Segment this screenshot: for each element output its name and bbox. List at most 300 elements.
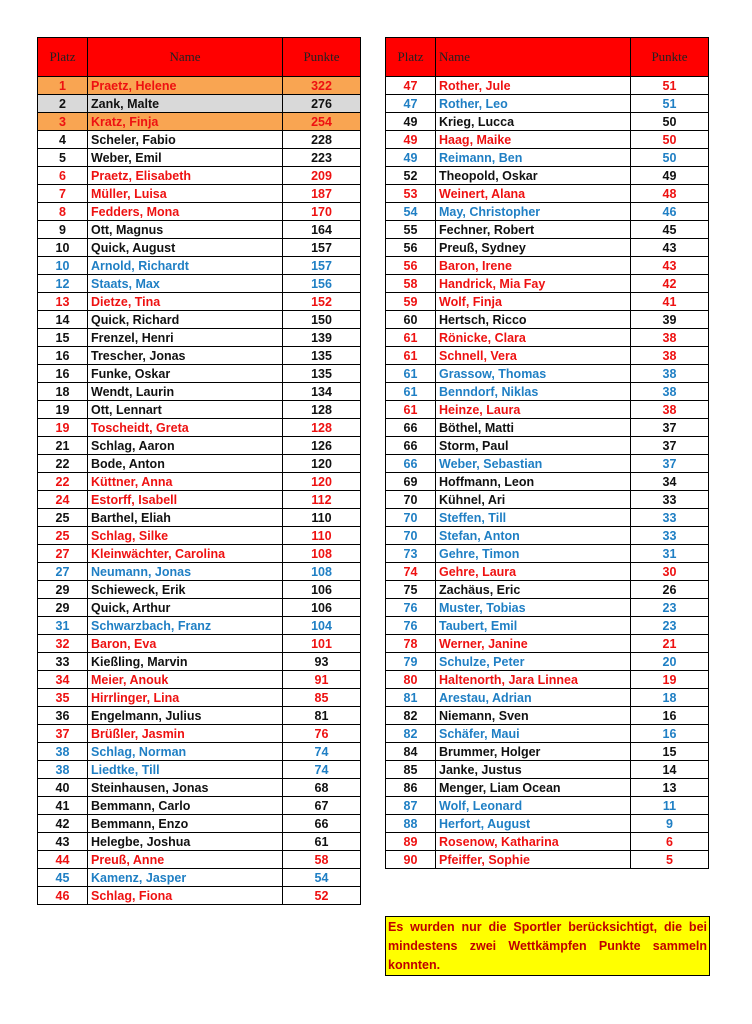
- table-row: [386, 437, 709, 455]
- name-cell: Preuß, Anne: [88, 851, 283, 869]
- rank-cell: 3: [38, 113, 88, 131]
- table-row: [386, 581, 709, 599]
- rank-cell: 7: [38, 185, 88, 203]
- rank-cell: 1: [38, 77, 88, 95]
- table-row: [386, 617, 709, 635]
- points-cell: 41: [631, 293, 709, 311]
- rank-cell: 70: [386, 527, 436, 545]
- rank-cell: 31: [38, 617, 88, 635]
- table-row: [386, 95, 709, 113]
- name-cell: Weinert, Alana: [436, 185, 631, 203]
- name-cell: Storm, Paul: [436, 437, 631, 455]
- rank-cell: 56: [386, 257, 436, 275]
- rank-cell: 60: [386, 311, 436, 329]
- name-cell: Menger, Liam Ocean: [436, 779, 631, 797]
- header-row: [386, 38, 709, 77]
- name-cell: Weber, Sebastian: [436, 455, 631, 473]
- table-row: [38, 329, 361, 347]
- points-cell: 16: [631, 707, 709, 725]
- name-cell: Schlag, Fiona: [88, 887, 283, 905]
- name-cell: Grassow, Thomas: [436, 365, 631, 383]
- table-row: [38, 293, 361, 311]
- points-cell: 135: [283, 347, 361, 365]
- rank-cell: 82: [386, 725, 436, 743]
- points-cell: 150: [283, 311, 361, 329]
- table-row: [38, 257, 361, 275]
- table-row: [38, 887, 361, 905]
- rank-cell: 86: [386, 779, 436, 797]
- name-cell: Preuß, Sydney: [436, 239, 631, 257]
- points-cell: 43: [631, 239, 709, 257]
- rank-cell: 16: [38, 365, 88, 383]
- rank-cell: 10: [38, 239, 88, 257]
- rank-cell: 27: [38, 545, 88, 563]
- name-cell: Steinhausen, Jonas: [88, 779, 283, 797]
- table-row: [38, 167, 361, 185]
- table-row: [386, 185, 709, 203]
- rank-cell: 90: [386, 851, 436, 869]
- name-cell: Staats, Max: [88, 275, 283, 293]
- name-cell: Schnell, Vera: [436, 347, 631, 365]
- name-cell: Baron, Irene: [436, 257, 631, 275]
- rank-cell: 76: [386, 617, 436, 635]
- name-cell: Heinze, Laura: [436, 401, 631, 419]
- table-row: [38, 203, 361, 221]
- rank-cell: 18: [38, 383, 88, 401]
- name-cell: Gehre, Laura: [436, 563, 631, 581]
- name-cell: Zank, Malte: [88, 95, 283, 113]
- name-cell: Frenzel, Henri: [88, 329, 283, 347]
- name-cell: Werner, Janine: [436, 635, 631, 653]
- name-cell: Praetz, Helene: [88, 77, 283, 95]
- table-row: [38, 401, 361, 419]
- name-cell: Scheler, Fabio: [88, 131, 283, 149]
- table-row: [386, 635, 709, 653]
- rank-cell: 88: [386, 815, 436, 833]
- name-cell: Rother, Jule: [436, 77, 631, 95]
- name-cell: Barthel, Eliah: [88, 509, 283, 527]
- rank-cell: 40: [38, 779, 88, 797]
- rank-cell: 70: [386, 509, 436, 527]
- rank-cell: 2: [38, 95, 88, 113]
- name-cell: Haltenorth, Jara Linnea: [436, 671, 631, 689]
- header-punkte: Punkte: [283, 38, 361, 77]
- points-cell: 46: [631, 203, 709, 221]
- name-cell: Funke, Oskar: [88, 365, 283, 383]
- ranking-table-right: [385, 37, 709, 869]
- points-cell: 254: [283, 113, 361, 131]
- table-row: [386, 131, 709, 149]
- points-cell: 16: [631, 725, 709, 743]
- name-cell: Toscheidt, Greta: [88, 419, 283, 437]
- points-cell: 37: [631, 419, 709, 437]
- points-cell: 135: [283, 365, 361, 383]
- rank-cell: 81: [386, 689, 436, 707]
- rank-cell: 35: [38, 689, 88, 707]
- name-cell: Haag, Maike: [436, 131, 631, 149]
- points-cell: 34: [631, 473, 709, 491]
- name-cell: Wolf, Leonard: [436, 797, 631, 815]
- points-cell: 152: [283, 293, 361, 311]
- points-cell: 58: [283, 851, 361, 869]
- table-row: [386, 671, 709, 689]
- points-cell: 15: [631, 743, 709, 761]
- table-row: [386, 797, 709, 815]
- table-row: [38, 599, 361, 617]
- rank-cell: 61: [386, 401, 436, 419]
- rank-cell: 27: [38, 563, 88, 581]
- points-cell: 11: [631, 797, 709, 815]
- points-cell: 209: [283, 167, 361, 185]
- name-cell: Quick, Richard: [88, 311, 283, 329]
- points-cell: 6: [631, 833, 709, 851]
- name-cell: Pfeiffer, Sophie: [436, 851, 631, 869]
- table-row: [38, 743, 361, 761]
- name-cell: Kamenz, Jasper: [88, 869, 283, 887]
- table-row: [38, 653, 361, 671]
- ranking-table-left: [37, 37, 361, 905]
- table-row: [38, 95, 361, 113]
- table-row: [38, 185, 361, 203]
- rank-cell: 16: [38, 347, 88, 365]
- points-cell: 110: [283, 509, 361, 527]
- name-cell: Schlag, Norman: [88, 743, 283, 761]
- table-row: [386, 545, 709, 563]
- name-cell: Schieweck, Erik: [88, 581, 283, 599]
- name-cell: Kühnel, Ari: [436, 491, 631, 509]
- name-cell: Helegbe, Joshua: [88, 833, 283, 851]
- name-cell: Trescher, Jonas: [88, 347, 283, 365]
- name-cell: Taubert, Emil: [436, 617, 631, 635]
- name-cell: Brummer, Holger: [436, 743, 631, 761]
- rank-cell: 89: [386, 833, 436, 851]
- rank-cell: 10: [38, 257, 88, 275]
- name-cell: Stefan, Anton: [436, 527, 631, 545]
- rank-cell: 4: [38, 131, 88, 149]
- name-cell: Weber, Emil: [88, 149, 283, 167]
- rank-cell: 61: [386, 329, 436, 347]
- name-cell: Theopold, Oskar: [436, 167, 631, 185]
- rank-cell: 56: [386, 239, 436, 257]
- rank-cell: 29: [38, 581, 88, 599]
- rank-cell: 33: [38, 653, 88, 671]
- table-row: [386, 725, 709, 743]
- rank-cell: 55: [386, 221, 436, 239]
- points-cell: 76: [283, 725, 361, 743]
- rank-cell: 15: [38, 329, 88, 347]
- table-row: [38, 347, 361, 365]
- points-cell: 126: [283, 437, 361, 455]
- table-row: [386, 275, 709, 293]
- points-cell: 120: [283, 455, 361, 473]
- table-row: [38, 149, 361, 167]
- table-row: [38, 419, 361, 437]
- points-cell: 33: [631, 509, 709, 527]
- name-cell: Bemmann, Enzo: [88, 815, 283, 833]
- table-row: [38, 761, 361, 779]
- table-row: [38, 491, 361, 509]
- table-row: [38, 797, 361, 815]
- name-cell: Meier, Anouk: [88, 671, 283, 689]
- points-cell: 20: [631, 653, 709, 671]
- rank-cell: 82: [386, 707, 436, 725]
- table-row: [386, 113, 709, 131]
- table-row: [38, 77, 361, 95]
- table-row: [386, 347, 709, 365]
- name-cell: May, Christopher: [436, 203, 631, 221]
- table-row: [386, 779, 709, 797]
- points-cell: 13: [631, 779, 709, 797]
- table-row: [38, 221, 361, 239]
- header-row: [38, 38, 361, 77]
- table-row: [38, 239, 361, 257]
- rank-cell: 61: [386, 365, 436, 383]
- name-cell: Steffen, Till: [436, 509, 631, 527]
- rank-cell: 85: [386, 761, 436, 779]
- table-row: [38, 473, 361, 491]
- rank-cell: 9: [38, 221, 88, 239]
- rank-cell: 6: [38, 167, 88, 185]
- header-name: Name: [88, 38, 283, 77]
- table-row: [38, 275, 361, 293]
- table-row: [386, 851, 709, 869]
- name-cell: Liedtke, Till: [88, 761, 283, 779]
- points-cell: 157: [283, 257, 361, 275]
- name-cell: Müller, Luisa: [88, 185, 283, 203]
- name-cell: Handrick, Mia Fay: [436, 275, 631, 293]
- table-row: [386, 599, 709, 617]
- rank-cell: 46: [38, 887, 88, 905]
- points-cell: 23: [631, 617, 709, 635]
- points-cell: 139: [283, 329, 361, 347]
- name-cell: Rother, Leo: [436, 95, 631, 113]
- header-platz: Platz: [38, 38, 88, 77]
- table-row: [38, 113, 361, 131]
- header-name: Name: [436, 38, 631, 77]
- points-cell: 9: [631, 815, 709, 833]
- rank-cell: 87: [386, 797, 436, 815]
- name-cell: Engelmann, Julius: [88, 707, 283, 725]
- points-cell: 108: [283, 563, 361, 581]
- name-cell: Kratz, Finja: [88, 113, 283, 131]
- table-row: [386, 473, 709, 491]
- rank-cell: 73: [386, 545, 436, 563]
- points-cell: 67: [283, 797, 361, 815]
- name-cell: Quick, August: [88, 239, 283, 257]
- rank-cell: 80: [386, 671, 436, 689]
- rank-cell: 34: [38, 671, 88, 689]
- table-row: [38, 707, 361, 725]
- rank-cell: 12: [38, 275, 88, 293]
- points-cell: 108: [283, 545, 361, 563]
- rank-cell: 66: [386, 455, 436, 473]
- rank-cell: 53: [386, 185, 436, 203]
- points-cell: 18: [631, 689, 709, 707]
- rank-cell: 66: [386, 437, 436, 455]
- points-cell: 112: [283, 491, 361, 509]
- points-cell: 106: [283, 581, 361, 599]
- points-cell: 21: [631, 635, 709, 653]
- table-row: [386, 833, 709, 851]
- table-row: [386, 455, 709, 473]
- rank-cell: 61: [386, 347, 436, 365]
- rank-cell: 38: [38, 761, 88, 779]
- table-row: [386, 401, 709, 419]
- name-cell: Bemmann, Carlo: [88, 797, 283, 815]
- rank-cell: 69: [386, 473, 436, 491]
- table-row: [38, 635, 361, 653]
- rank-cell: 5: [38, 149, 88, 167]
- name-cell: Bode, Anton: [88, 455, 283, 473]
- points-cell: 50: [631, 149, 709, 167]
- points-cell: 74: [283, 761, 361, 779]
- rank-cell: 8: [38, 203, 88, 221]
- points-cell: 39: [631, 311, 709, 329]
- table-row: [38, 545, 361, 563]
- name-cell: Benndorf, Niklas: [436, 383, 631, 401]
- points-cell: 51: [631, 77, 709, 95]
- rank-cell: 41: [38, 797, 88, 815]
- points-cell: 42: [631, 275, 709, 293]
- name-cell: Hoffmann, Leon: [436, 473, 631, 491]
- table-row: [38, 455, 361, 473]
- rank-cell: 29: [38, 599, 88, 617]
- name-cell: Brüßler, Jasmin: [88, 725, 283, 743]
- rank-cell: 13: [38, 293, 88, 311]
- rank-cell: 52: [386, 167, 436, 185]
- points-cell: 5: [631, 851, 709, 869]
- name-cell: Schulze, Peter: [436, 653, 631, 671]
- name-cell: Arestau, Adrian: [436, 689, 631, 707]
- rank-cell: 75: [386, 581, 436, 599]
- points-cell: 134: [283, 383, 361, 401]
- rank-cell: 76: [386, 599, 436, 617]
- table-row: [386, 221, 709, 239]
- rank-cell: 25: [38, 527, 88, 545]
- table-row: [386, 167, 709, 185]
- points-cell: 23: [631, 599, 709, 617]
- rank-cell: 66: [386, 419, 436, 437]
- points-cell: 38: [631, 329, 709, 347]
- points-cell: 101: [283, 635, 361, 653]
- table-row: [386, 689, 709, 707]
- rank-cell: 59: [386, 293, 436, 311]
- rank-cell: 24: [38, 491, 88, 509]
- rank-cell: 54: [386, 203, 436, 221]
- name-cell: Baron, Eva: [88, 635, 283, 653]
- name-cell: Gehre, Timon: [436, 545, 631, 563]
- rank-cell: 21: [38, 437, 88, 455]
- name-cell: Hirrlinger, Lina: [88, 689, 283, 707]
- table-row: [386, 815, 709, 833]
- name-cell: Krieg, Lucca: [436, 113, 631, 131]
- rank-cell: 42: [38, 815, 88, 833]
- name-cell: Herfort, August: [436, 815, 631, 833]
- table-row: [38, 671, 361, 689]
- points-cell: 43: [631, 257, 709, 275]
- table-row: [386, 509, 709, 527]
- points-cell: 228: [283, 131, 361, 149]
- table-row: [386, 203, 709, 221]
- rank-cell: 19: [38, 419, 88, 437]
- points-cell: 276: [283, 95, 361, 113]
- rank-cell: 22: [38, 473, 88, 491]
- table-row: [38, 815, 361, 833]
- table-row: [386, 383, 709, 401]
- points-cell: 81: [283, 707, 361, 725]
- points-cell: 61: [283, 833, 361, 851]
- name-cell: Muster, Tobias: [436, 599, 631, 617]
- table-row: [386, 527, 709, 545]
- rank-cell: 47: [386, 95, 436, 113]
- points-cell: 91: [283, 671, 361, 689]
- name-cell: Kießling, Marvin: [88, 653, 283, 671]
- name-cell: Estorff, Isabell: [88, 491, 283, 509]
- name-cell: Fedders, Mona: [88, 203, 283, 221]
- table-row: [38, 563, 361, 581]
- points-cell: 31: [631, 545, 709, 563]
- name-cell: Böthel, Matti: [436, 419, 631, 437]
- name-cell: Arnold, Richardt: [88, 257, 283, 275]
- name-cell: Hertsch, Ricco: [436, 311, 631, 329]
- header-punkte: Punkte: [631, 38, 709, 77]
- rank-cell: 78: [386, 635, 436, 653]
- table-row: [386, 563, 709, 581]
- name-cell: Niemann, Sven: [436, 707, 631, 725]
- points-cell: 37: [631, 437, 709, 455]
- name-cell: Wendt, Laurin: [88, 383, 283, 401]
- table-row: [386, 653, 709, 671]
- points-cell: 187: [283, 185, 361, 203]
- points-cell: 54: [283, 869, 361, 887]
- name-cell: Kleinwächter, Carolina: [88, 545, 283, 563]
- points-cell: 38: [631, 383, 709, 401]
- table-row: [38, 437, 361, 455]
- table-row: [386, 77, 709, 95]
- name-cell: Zachäus, Eric: [436, 581, 631, 599]
- name-cell: Quick, Arthur: [88, 599, 283, 617]
- points-cell: 110: [283, 527, 361, 545]
- table-row: [38, 869, 361, 887]
- rank-cell: 37: [38, 725, 88, 743]
- table-row: [386, 149, 709, 167]
- points-cell: 51: [631, 95, 709, 113]
- points-cell: 48: [631, 185, 709, 203]
- rank-cell: 49: [386, 131, 436, 149]
- name-cell: Dietze, Tina: [88, 293, 283, 311]
- name-cell: Praetz, Elisabeth: [88, 167, 283, 185]
- name-cell: Küttner, Anna: [88, 473, 283, 491]
- table-row: [38, 365, 361, 383]
- points-cell: 128: [283, 401, 361, 419]
- name-cell: Neumann, Jonas: [88, 563, 283, 581]
- rank-cell: 70: [386, 491, 436, 509]
- points-cell: 19: [631, 671, 709, 689]
- table-row: [386, 257, 709, 275]
- points-cell: 33: [631, 491, 709, 509]
- table-row: [38, 779, 361, 797]
- points-cell: 37: [631, 455, 709, 473]
- rank-cell: 84: [386, 743, 436, 761]
- points-cell: 85: [283, 689, 361, 707]
- points-cell: 322: [283, 77, 361, 95]
- table-row: [38, 527, 361, 545]
- table-row: [38, 617, 361, 635]
- points-cell: 157: [283, 239, 361, 257]
- rank-cell: 14: [38, 311, 88, 329]
- name-cell: Schwarzbach, Franz: [88, 617, 283, 635]
- ranking-body-right: [386, 77, 709, 869]
